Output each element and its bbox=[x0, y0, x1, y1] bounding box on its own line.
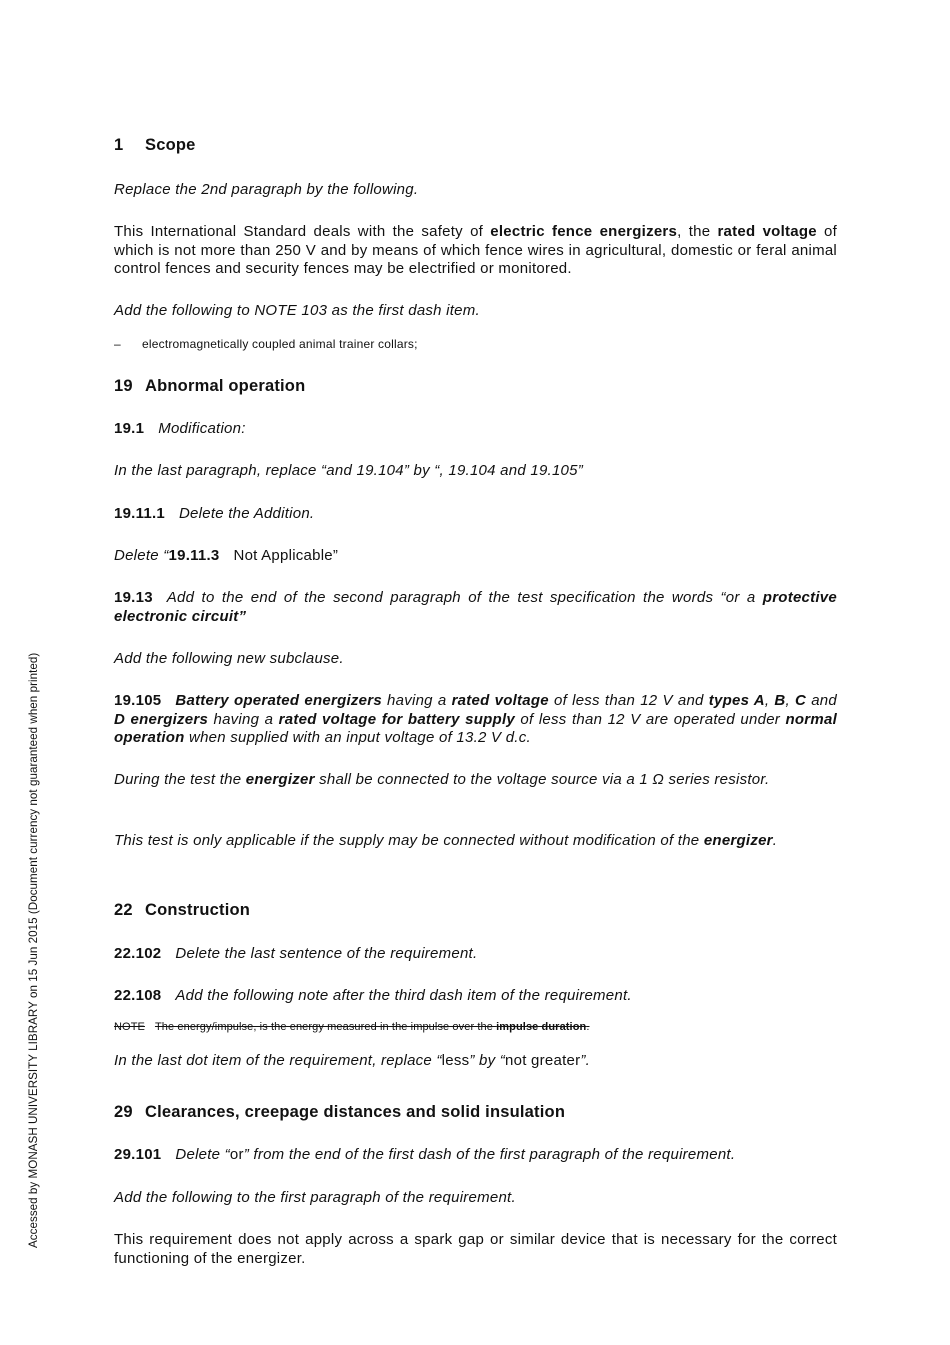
text-run: , bbox=[785, 692, 795, 709]
term-run: D energizers bbox=[114, 710, 209, 728]
clause-text: Delete the Addition. bbox=[178, 505, 315, 522]
text-run: less bbox=[441, 1052, 470, 1069]
text-run: Add to the end of the second paragraph of the test specification the words “or a bbox=[166, 589, 763, 606]
clause-29-101 bbox=[114, 1146, 837, 1165]
heading-title: Scope bbox=[145, 136, 196, 154]
term-run: impulse duration bbox=[496, 1021, 587, 1033]
text-run: This test is only applicable if the supply may be connected without modification of the bbox=[114, 832, 704, 849]
clause-number: 19.105 bbox=[114, 692, 162, 709]
text-run: of which is not more than 250 V and by means of which fence wires in agricultural, domestic or feral animal control fences and security fences may be electrified or monitored. bbox=[114, 223, 838, 277]
heading-title: Abnormal operation bbox=[145, 377, 306, 395]
text-run: ” by “ bbox=[469, 1052, 506, 1069]
clause-number: 19.13 bbox=[114, 589, 153, 606]
note-instruction: Add the following to NOTE 103 as the first dash item. bbox=[114, 302, 480, 319]
margin-access-note: Accessed by MONASH UNIVERSITY LIBRARY on 15 Jun 2015 (Document currency not guaranteed when printed) bbox=[27, 652, 40, 1248]
heading-construction bbox=[114, 901, 837, 920]
term-run: energizer bbox=[703, 832, 773, 849]
text-run: having a bbox=[208, 710, 279, 728]
heading-number: 22 bbox=[114, 901, 133, 919]
clause-19-13 bbox=[114, 589, 837, 626]
text-run: Delete “ bbox=[114, 547, 169, 564]
text-run: During the test the bbox=[114, 771, 246, 788]
term-run: protective electronic circuit” bbox=[114, 589, 837, 625]
text-run: In the last dot item of the requirement, replace “ bbox=[114, 1052, 442, 1069]
heading-number: 1 bbox=[114, 136, 124, 154]
term-run: rated voltage bbox=[717, 223, 817, 240]
scope-paragraph bbox=[114, 223, 837, 279]
text-run: Not Applicable” bbox=[233, 547, 339, 564]
text-run: , bbox=[764, 692, 775, 709]
heading-number: 29 bbox=[114, 1103, 133, 1121]
text-run: when supplied with an input voltage of 13.2 V d.c. bbox=[184, 729, 531, 746]
text-run: ” from the end of the first dash of the first paragraph of the requirement. bbox=[243, 1146, 736, 1163]
heading-scope bbox=[114, 136, 837, 155]
clause-number: 22.102 bbox=[114, 945, 162, 962]
text-run: . bbox=[772, 832, 778, 849]
text-run: of less than 12 V and bbox=[548, 692, 709, 709]
heading-number: 19 bbox=[114, 377, 133, 395]
text-run: having a bbox=[381, 692, 452, 709]
new-subclause-instruction: Add the following new subclause. bbox=[114, 650, 344, 667]
text-run: This International Standard deals with the safety of bbox=[114, 223, 491, 240]
clause-text: Delete the last sentence of the requirement. bbox=[175, 945, 478, 962]
text-run: shall be connected to the voltage source via a 1 Ω series resistor. bbox=[314, 771, 770, 788]
text-run: . bbox=[586, 1021, 590, 1033]
term-run: energizer bbox=[245, 771, 315, 788]
spark-gap-paragraph: This requirement does not apply across a spark gap or similar device that is necessary for the correct functioning of the energizer. bbox=[114, 1231, 837, 1267]
clause-number: 22.108 bbox=[114, 987, 162, 1004]
heading-title: Construction bbox=[145, 901, 251, 919]
text-run: of less than 12 V are operated under bbox=[514, 710, 786, 728]
term-run: electric fence energizers bbox=[490, 223, 678, 240]
text-run: The energy/impulse, is the energy measured in the impulse over the bbox=[154, 1021, 497, 1033]
term-run: rated voltage bbox=[451, 692, 549, 709]
clause-22-102 bbox=[114, 945, 837, 964]
clause-text: Modification: bbox=[158, 420, 246, 437]
struck-note bbox=[114, 1021, 837, 1033]
term-run: normal operation bbox=[114, 710, 837, 746]
test-paragraph bbox=[114, 771, 837, 790]
dash-text: electromagnetically coupled animal trainer collars; bbox=[142, 337, 418, 351]
scope-instruction: Replace the 2nd paragraph by the following. bbox=[114, 181, 419, 198]
term-run: Battery operated energizers bbox=[175, 692, 382, 709]
heading-title: Clearances, creepage distances and solid insulation bbox=[145, 1103, 566, 1121]
text-run: , the bbox=[677, 223, 718, 240]
dash-item bbox=[114, 337, 837, 351]
term-run: B bbox=[774, 692, 786, 709]
term-run: rated voltage for battery supply bbox=[278, 710, 515, 728]
heading-abnormal-operation bbox=[114, 377, 837, 396]
note-label: NOTE bbox=[114, 1021, 145, 1033]
applicability-paragraph bbox=[114, 832, 837, 851]
heading-clearances bbox=[114, 1103, 837, 1122]
clause-19-105 bbox=[114, 692, 837, 748]
clause-22-108 bbox=[114, 987, 837, 1006]
clause-number: 19.11.1 bbox=[114, 505, 165, 522]
term-run: types A bbox=[708, 692, 765, 709]
text-run: not greater bbox=[505, 1052, 581, 1069]
clause-19-11-1 bbox=[114, 505, 837, 524]
clause-number: 29.101 bbox=[114, 1146, 162, 1163]
requirement-instruction: Add the following to the first paragraph of the requirement. bbox=[114, 1189, 516, 1206]
clause-19-1 bbox=[114, 420, 837, 439]
clause-19-1-instruction: In the last paragraph, replace “and 19.104” by “, 19.104 and 19.105” bbox=[114, 462, 583, 479]
text-run: or bbox=[229, 1146, 244, 1163]
text-run: ”. bbox=[580, 1052, 590, 1069]
text-run: Delete “ bbox=[175, 1146, 230, 1163]
dot-item-instruction bbox=[114, 1052, 837, 1071]
term-run: C bbox=[795, 692, 807, 709]
clause-number: 19.11.3 bbox=[168, 547, 220, 564]
clause-19-11-3 bbox=[114, 547, 837, 566]
clause-number: 19.1 bbox=[114, 420, 145, 437]
clause-text: Add the following note after the third dash item of the requirement. bbox=[175, 987, 632, 1004]
text-run: and bbox=[806, 692, 837, 709]
dash-mark: – bbox=[114, 337, 121, 351]
